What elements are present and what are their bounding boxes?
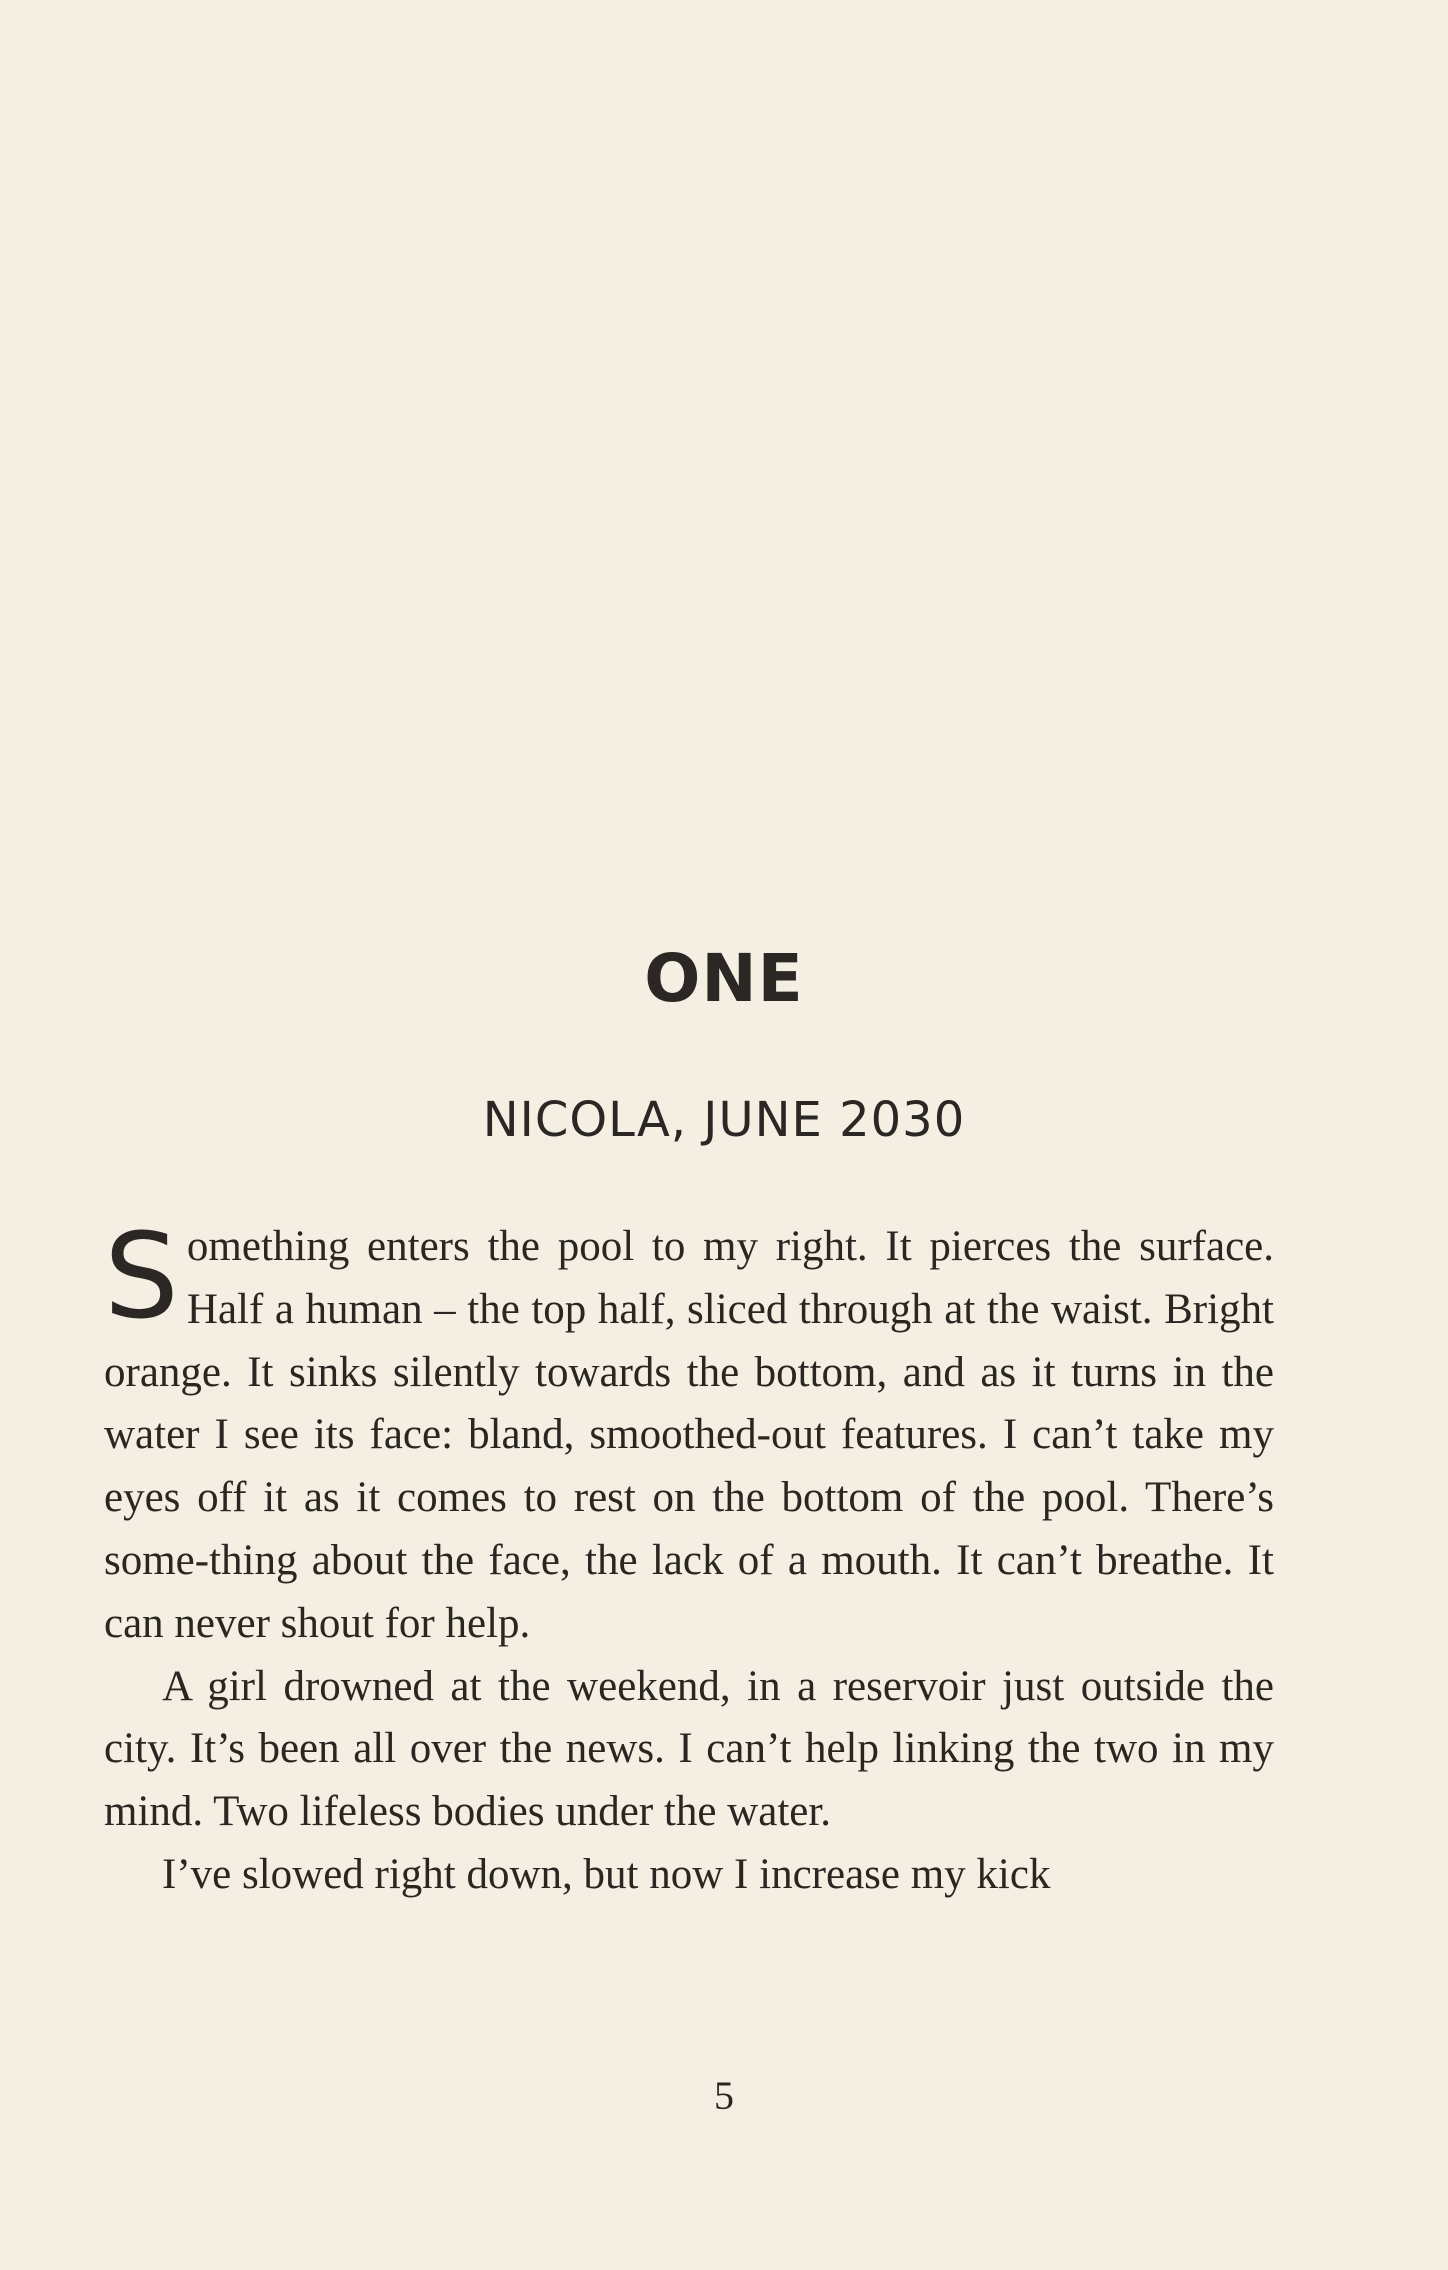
- paragraph: I’ve slowed right down, but now I increase my kick: [162, 1850, 1051, 1898]
- chapter-subtitle: NICOLA, JUNE 2030: [482, 1092, 966, 1148]
- paragraph: [104, 1207, 1274, 1656]
- paragraph-text: omething enters the pool to my right. It pierces the surface. Half a human – the top half, sliced through at the waist. Bright orange. It sinks silently towards the bottom, and as it turns in the water I see its face: bland, smoothed-out features. I can’t take my eyes off it as it comes to rest on the bottom of the pool. There’s some-thing about the face, the lack of a mouth. It can’t breathe. It can never shout for help.: [104, 1223, 1274, 1647]
- paragraph: A girl drowned at the weekend, in a reservoir just outside the city. It’s been all over the news. I can’t help linking the two in my mind. Two lifeless bodies under the water.: [104, 1662, 1274, 1836]
- chapter-body: [104, 1207, 1274, 1907]
- drop-cap: S: [104, 1207, 179, 1345]
- page-number: 5: [714, 2073, 734, 2118]
- chapter-number: ONE: [644, 940, 804, 1017]
